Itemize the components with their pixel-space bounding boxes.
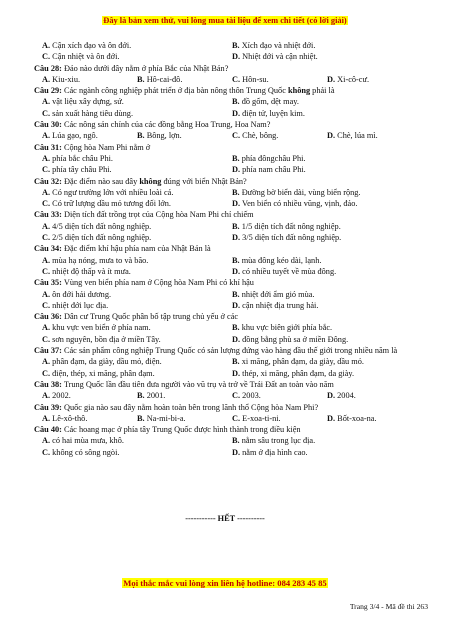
question-number: Câu 28:	[34, 63, 62, 73]
option	[34, 289, 224, 300]
option-letter: A.	[42, 413, 51, 423]
option	[34, 153, 224, 164]
option	[34, 198, 224, 209]
question-28	[34, 63, 414, 86]
option-text: Xi-cô-cư.	[337, 74, 370, 84]
option-letter: A.	[42, 221, 51, 231]
options-row	[34, 198, 414, 209]
question-number: Câu 34:	[34, 244, 62, 254]
question-29	[34, 85, 414, 119]
option-text: có hai mùa mưa, khô.	[52, 436, 124, 446]
option-text: Bốt-xoa-na.	[337, 413, 377, 423]
option	[129, 74, 224, 85]
option-text: Hôn-su.	[242, 74, 269, 84]
question-number: Câu 30:	[34, 120, 62, 130]
option	[224, 96, 414, 107]
option-text: 2002.	[52, 391, 71, 401]
option	[224, 232, 414, 243]
question-40	[34, 424, 414, 458]
options-row	[34, 153, 414, 164]
emphasis-word: không	[139, 176, 162, 186]
question-stem	[34, 345, 414, 356]
option-text: nằm ở địa hình cao.	[242, 447, 308, 457]
option	[224, 74, 319, 85]
option	[224, 289, 414, 300]
option-letter: B.	[232, 255, 240, 265]
option-letter: D.	[232, 108, 241, 118]
question-number: Câu 39:	[34, 402, 62, 412]
option	[319, 390, 414, 401]
option-text: 4/5 diện tích đất nông nghiệp.	[52, 221, 152, 231]
option	[224, 322, 414, 333]
option	[34, 221, 224, 232]
option-text: xi măng, phân đạm, da giày, dầu mỏ.	[241, 357, 364, 367]
option-text: vật liệu xây dựng, sứ.	[52, 97, 124, 107]
question-text: đúng với biển Nhật Bản?	[161, 176, 247, 186]
option-letter: A.	[42, 436, 51, 446]
question-text: Đặc điểm nào sau đây	[63, 176, 140, 186]
option-text: phía đôngchâu Phi.	[241, 153, 306, 163]
option-text: 3/5 diện tích đất nông nghiệp.	[242, 233, 342, 243]
option	[319, 74, 414, 85]
option-text: sản xuất hàng tiêu dùng.	[52, 108, 134, 118]
continuation-options-row-1	[34, 40, 414, 51]
preview-banner	[0, 16, 450, 25]
option-letter: B.	[232, 153, 240, 163]
option: A. Cận xích đạo và ôn đới.	[42, 41, 132, 50]
option-letter: D.	[327, 131, 336, 141]
option-letter: C.	[42, 108, 51, 118]
option-letter: B.	[137, 74, 145, 84]
question-list	[34, 40, 414, 458]
option-letter: A.	[42, 391, 51, 401]
option	[224, 187, 414, 198]
option	[129, 413, 224, 424]
option-text: nhiệt đới lục địa.	[52, 300, 109, 310]
question-39	[34, 402, 414, 425]
question-stem	[34, 379, 414, 390]
options-row	[34, 130, 414, 141]
option	[319, 130, 414, 141]
option	[34, 74, 129, 85]
option-letter: D.	[232, 266, 241, 276]
option	[129, 130, 224, 141]
option-text: không có sông ngòi.	[52, 447, 120, 457]
option-text: có nhiều tuyết về mùa đông.	[242, 266, 337, 276]
question-stem	[34, 402, 414, 413]
option-letter: D.	[232, 300, 241, 310]
option	[224, 108, 414, 119]
options-row	[34, 368, 414, 379]
question-text: Trung Quốc lần đầu tiên đưa người vào vũ trụ và trở về Trái Đất an toàn vào năm	[63, 379, 334, 389]
option	[34, 187, 224, 198]
option: C. Cận nhiệt và ôn đới.	[42, 52, 120, 62]
option	[224, 334, 414, 345]
question-stem	[34, 176, 414, 187]
option	[224, 368, 414, 379]
option-letter: B.	[137, 413, 145, 423]
option-letter: D.	[327, 74, 336, 84]
option-text: mùa đông kéo dài, lạnh.	[241, 255, 322, 265]
option-letter: B.	[232, 323, 240, 333]
question-number: Câu 35:	[34, 278, 62, 288]
option	[34, 322, 224, 333]
options-row	[34, 96, 414, 107]
question-text: Các sản phẩm công nghiệp Trung Quốc có sản lượng đứng vào hàng đầu thế giới trong nhiều năm là	[63, 346, 398, 356]
question-text: Đảo nào dưới đây nằm ở phía Bắc của Nhật Bản?	[63, 63, 229, 73]
question-number: Câu 31:	[34, 142, 62, 152]
question-text: Đặc điểm khí hậu phía nam của Nhật Bản là	[63, 244, 211, 254]
option	[34, 300, 224, 311]
question-number: Câu 36:	[34, 312, 62, 322]
option	[34, 266, 224, 277]
question-stem	[34, 142, 414, 153]
question-number: Câu 40:	[34, 425, 62, 435]
option	[34, 130, 129, 141]
option-text: phân đạm, da giày, dầu mỏ, điện.	[52, 357, 162, 367]
option-letter: C.	[42, 300, 51, 310]
options-row	[34, 221, 414, 232]
options-row	[34, 108, 414, 119]
option-text: điện tử, luyện kim.	[242, 108, 305, 118]
option-letter: B.	[232, 436, 240, 446]
option	[34, 435, 224, 446]
option	[34, 255, 224, 266]
question-36	[34, 311, 414, 345]
continuation-options-row-2	[34, 51, 414, 62]
preview-banner-text: Đây là bản xem thử, vui lòng mua tài liệu để xem chi tiết (có lời giải)	[103, 16, 347, 25]
option	[34, 390, 129, 401]
question-text: Quốc gia nào sau đây nằm hoàn toàn bên trong lãnh thổ Cộng hòa Nam Phi?	[63, 402, 319, 412]
question-text: phải là	[310, 86, 335, 96]
question-text: Các nông sản chính của các đồng bằng Hoa Trung, Hoa Nam?	[63, 120, 271, 130]
option-text: nhiệt độ thấp và ít mưa.	[52, 266, 131, 276]
options-row	[34, 413, 414, 424]
options-row	[34, 300, 414, 311]
option	[224, 130, 319, 141]
question-stem	[34, 209, 414, 220]
option-letter: A.	[42, 187, 51, 197]
option-letter: C.	[42, 334, 51, 344]
option	[129, 390, 224, 401]
question-number: Câu 38:	[34, 379, 62, 389]
option: B. Xích đạo và nhiệt đới.	[232, 41, 316, 50]
option-text: Lúa gạo, ngô.	[52, 131, 98, 141]
question-stem	[34, 243, 414, 254]
question-34	[34, 243, 414, 277]
question-38	[34, 379, 414, 402]
option-text: 2/5 diện tích đất nông nghiệp.	[52, 233, 152, 243]
options-row	[34, 390, 414, 401]
option-letter: A.	[42, 289, 51, 299]
question-number: Câu 29:	[34, 86, 62, 96]
option-text: Có ngư trường lớn với nhiều loài cá.	[52, 187, 174, 197]
option	[224, 153, 414, 164]
option-text: Na-mi-bi-a.	[146, 413, 186, 423]
option-text: thép, xi măng, phân đạm, da giày.	[242, 368, 355, 378]
option	[34, 108, 224, 119]
options-row	[34, 255, 414, 266]
option-letter: D.	[232, 199, 241, 209]
option-text: Ven biển có nhiều vũng, vịnh, đảo.	[242, 199, 358, 209]
option-letter: A.	[42, 153, 51, 163]
option-letter: B.	[137, 391, 145, 401]
option	[34, 96, 224, 107]
option	[224, 413, 319, 424]
options-row	[34, 266, 414, 277]
option	[224, 266, 414, 277]
option	[34, 356, 224, 367]
option-letter: B.	[232, 357, 240, 367]
option-letter: C.	[232, 391, 241, 401]
option	[34, 413, 129, 424]
option-text: mùa hạ nóng, mưa to và bão.	[52, 255, 149, 265]
option	[224, 435, 414, 446]
option	[34, 164, 224, 175]
option-letter: D.	[327, 391, 336, 401]
option-text: nằm sâu trong lục địa.	[241, 436, 316, 446]
option-letter: D.	[232, 368, 241, 378]
option-letter: C.	[42, 233, 51, 243]
question-33	[34, 209, 414, 243]
option-letter: C.	[42, 165, 51, 175]
option-text: phía nam châu Phi.	[242, 165, 306, 175]
option-text: điện, thép, xi măng, phân đạm.	[52, 368, 155, 378]
option-letter: C.	[42, 368, 51, 378]
option-letter: C.	[42, 447, 51, 457]
question-text: Diện tích đất trồng trọt của Cộng hòa Nam Phi chỉ chiếm	[63, 210, 254, 220]
options-row	[34, 334, 414, 345]
option	[224, 447, 414, 458]
question-stem	[34, 85, 414, 96]
option-letter: C.	[232, 131, 241, 141]
options-row	[34, 164, 414, 175]
question-stem	[34, 311, 414, 322]
option-text: Kiu-xiu.	[52, 74, 81, 84]
option-letter: C.	[232, 74, 241, 84]
option-letter: B.	[137, 131, 145, 141]
question-text: Cộng hòa Nam Phi nằm ở	[63, 142, 151, 152]
option	[224, 164, 414, 175]
option-letter: A.	[42, 131, 51, 141]
option-text: Hô-cai-đô.	[146, 74, 183, 84]
option	[34, 368, 224, 379]
options-row	[34, 232, 414, 243]
option-text: cận nhiệt địa trung hải.	[242, 300, 319, 310]
option-text: ôn đới hải dương.	[52, 289, 112, 299]
option	[224, 255, 414, 266]
option: D. Nhiệt đới và cận nhiệt.	[232, 52, 318, 62]
option-text: sơn nguyên, bồn địa ở miền Tây.	[52, 334, 161, 344]
option-letter: D.	[232, 165, 241, 175]
option-letter: D.	[327, 413, 336, 423]
option-text: 2001.	[146, 391, 166, 401]
options-row	[34, 187, 414, 198]
options-row	[34, 435, 414, 446]
option-letter: A.	[42, 97, 51, 107]
option-text: E-xoa-ti-ni.	[242, 413, 281, 423]
question-text: Dân cư Trung Quốc phân bố tập trung chủ yếu ở các	[63, 312, 239, 322]
hotline-note	[0, 578, 450, 588]
options-row	[34, 356, 414, 367]
question-stem	[34, 119, 414, 130]
option	[319, 413, 414, 424]
option-text: Có trữ lượng dầu mỏ tương đối lớn.	[52, 199, 171, 209]
option-text: phía bắc châu Phi.	[52, 153, 113, 163]
options-row	[34, 447, 414, 458]
end-mark: ----------- HẾT ----------	[185, 514, 265, 523]
question-stem	[34, 63, 414, 74]
option	[224, 300, 414, 311]
option-letter: D.	[232, 233, 241, 243]
option-letter: A.	[42, 357, 51, 367]
option-letter: B.	[232, 221, 240, 231]
option	[224, 390, 319, 401]
question-30	[34, 119, 414, 142]
page-number: Trang 3/4 - Mã đề thi 263	[349, 602, 428, 611]
option-text: phía tây châu Phi.	[52, 165, 112, 175]
question-31	[34, 142, 414, 176]
hotline-text: Mọi thắc mắc vui lòng xin liên hệ hotline: 084 283 45 85	[123, 578, 327, 588]
question-number: Câu 32:	[34, 176, 62, 186]
option	[224, 356, 414, 367]
option	[34, 232, 224, 243]
question-37	[34, 345, 414, 379]
option-letter: C.	[42, 266, 51, 276]
option	[34, 334, 224, 345]
option-letter: D.	[232, 334, 241, 344]
option-text: Bông, lợn.	[146, 131, 182, 141]
question-stem	[34, 277, 414, 288]
option-text: nhiệt đới ẩm gió mùa.	[241, 289, 315, 299]
option-text: 2004.	[337, 391, 356, 401]
option-letter: A.	[42, 323, 51, 333]
options-row	[34, 289, 414, 300]
option-letter: B.	[232, 187, 240, 197]
option-text: Chè, bông.	[242, 131, 279, 141]
option-text: Chè, lúa mì.	[337, 131, 378, 141]
question-text: Các hoang mạc ở phía tây Trung Quốc được hình thành trong điều kiện	[63, 425, 301, 435]
option-text: Đường bờ biển dài, vùng biển rộng.	[241, 187, 361, 197]
option	[224, 198, 414, 209]
option-letter: A.	[42, 255, 51, 265]
emphasis-word: không	[287, 86, 311, 96]
option-letter: C.	[42, 199, 51, 209]
option-letter: A.	[42, 74, 51, 84]
option-text: 1/5 diện tích đất nông nghiệp.	[241, 221, 341, 231]
option-letter: D.	[232, 447, 241, 457]
question-number: Câu 37:	[34, 346, 62, 356]
option	[34, 447, 224, 458]
question-35	[34, 277, 414, 311]
option-text: Lê-xô-thô.	[52, 413, 88, 423]
option-letter: B.	[232, 97, 240, 107]
option-letter: B.	[232, 289, 240, 299]
options-row	[34, 322, 414, 333]
question-32	[34, 176, 414, 210]
option-text: đồ gốm, dệt may.	[241, 97, 299, 107]
option-letter: C.	[232, 413, 241, 423]
options-row	[34, 74, 414, 85]
question-text: Các ngành công nghiệp phát triển ở địa bàn nông thôn Trung Quốc	[63, 86, 288, 96]
option-text: 2003.	[242, 391, 261, 401]
option-text: đồng bằng phù sa ở miền Đông.	[242, 334, 349, 344]
question-number: Câu 33:	[34, 210, 62, 220]
option-text: khu vực biên giới phía bắc.	[241, 323, 333, 333]
option-text: khu vực ven biển ở phía nam.	[52, 323, 151, 333]
question-stem	[34, 424, 414, 435]
question-text: Vùng ven biển phía nam ở Cộng hòa Nam Phi có khí hậu	[63, 278, 254, 288]
option	[224, 221, 414, 232]
